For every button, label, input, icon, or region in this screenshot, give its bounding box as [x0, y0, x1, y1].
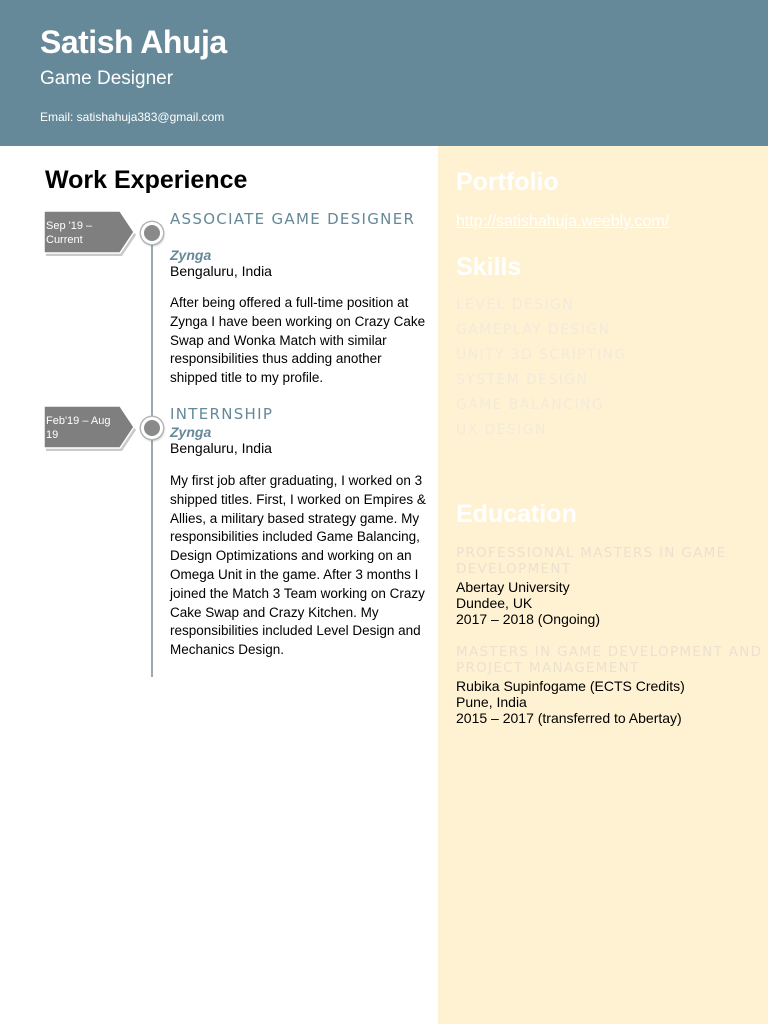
- candidate-name: Satish Ahuja: [40, 24, 227, 60]
- skill-item: UX DESIGN: [456, 422, 547, 438]
- job-location: Bengaluru, India: [170, 263, 272, 279]
- job-description: After being offered a full-time position at Zynga I have been working on Crazy Cake Swap and Wonka Match with similar responsibilities thus adding another shipped title to my profile.: [170, 295, 426, 386]
- job-title: ASSOCIATE GAME DESIGNER: [170, 210, 416, 228]
- portfolio-link[interactable]: http://satishahuja.weebly.com/: [456, 213, 670, 230]
- job-description: My first job after graduating, I worked on 3 shipped titles. First, I worked on Empires & Allies, a military based strategy game. My responsibilities included Game Balancing, Design Optimizations and working on an Omega Unit in the game. After 3 months I joined the Match 3 Team working on Crazy Cake Swap and Crazy Kitchen. My responsibilities included Level Design and Mechanics Design.: [170, 473, 426, 658]
- job-company: Zynga: [170, 424, 212, 440]
- education-place: Pune, India: [456, 694, 527, 710]
- skill-item: GAMEPLAY DESIGN: [456, 322, 611, 338]
- candidate-email: Email: satishahuja383@gmail.com: [40, 110, 225, 124]
- education-institution: Abertay University: [456, 579, 570, 595]
- timeline-dot-icon: [141, 417, 163, 439]
- date-tag: [44, 406, 138, 452]
- education-years: 2017 – 2018 (Ongoing): [456, 611, 600, 627]
- education-institution: Rubika Supinfogame (ECTS Credits): [456, 678, 685, 694]
- header-banner: [0, 0, 768, 146]
- date-tag: [44, 211, 138, 257]
- job-date: Feb'19 – Aug 19: [46, 415, 111, 441]
- skills-list: [456, 297, 627, 447]
- skill-item: SYSTEM DESIGN: [456, 372, 589, 388]
- skill-item: LEVEL DESIGN: [456, 297, 575, 313]
- portfolio-heading: Portfolio: [456, 168, 559, 196]
- candidate-role: Game Designer: [40, 68, 174, 89]
- skills-heading: Skills: [456, 253, 522, 281]
- education-degree: PROFESSIONAL MASTERS IN GAME DEVELOPMENT: [456, 545, 727, 577]
- skill-item: GAME BALANCING: [456, 397, 604, 413]
- job-location: Bengaluru, India: [170, 440, 272, 456]
- timeline-line: [151, 240, 153, 677]
- job-company: Zynga: [170, 247, 212, 263]
- education-place: Dundee, UK: [456, 595, 533, 611]
- education-years: 2015 – 2017 (transferred to Abertay): [456, 710, 682, 726]
- job-title: INTERNSHIP: [170, 405, 274, 423]
- work-experience-heading: Work Experience: [45, 166, 248, 194]
- education-heading: Education: [456, 500, 577, 528]
- skill-item: UNITY 3D SCRIPTING: [456, 347, 627, 363]
- job-date: Sep '19 – Current: [46, 220, 93, 246]
- education-degree: MASTERS IN GAME DEVELOPMENT AND PROJECT MANAGEMENT: [456, 644, 763, 676]
- timeline-dot-icon: [141, 222, 163, 244]
